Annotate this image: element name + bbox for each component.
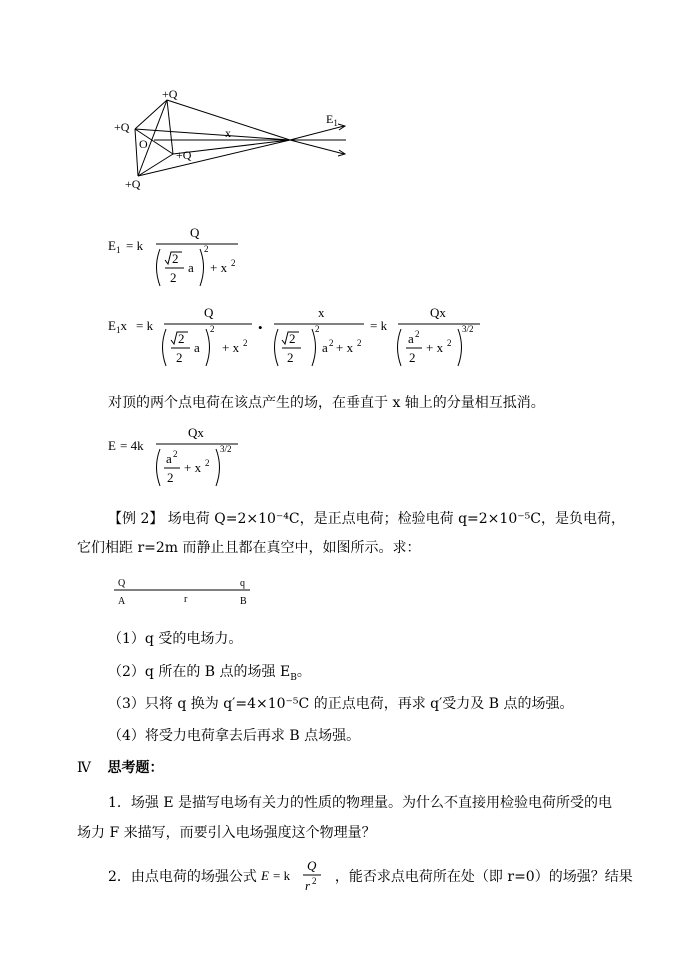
svg-text:a: a xyxy=(166,451,172,466)
field-arrow xyxy=(290,140,344,154)
figure-distance-diagram xyxy=(112,572,257,608)
svg-text:a: a xyxy=(322,340,328,355)
svg-text:= k: = k xyxy=(370,318,388,333)
svg-text:+ x: + x xyxy=(184,460,202,475)
think-1-line-2: 场力 F 来描写，而要引入电场强度这个物理量？ xyxy=(77,825,376,841)
label-r: r xyxy=(184,594,188,605)
svg-text:a: a xyxy=(408,331,414,346)
square-edge xyxy=(135,100,167,129)
formula-point-charge xyxy=(259,858,333,894)
label-axis-x: x xyxy=(225,126,231,140)
svg-text:= 4k: = 4k xyxy=(120,438,144,453)
label-Q: Q xyxy=(118,578,126,589)
svg-text:2: 2 xyxy=(176,350,183,365)
svg-text:2: 2 xyxy=(178,331,185,346)
example-2-line-2: 它们相距 r=2m 而静止且都在真空中，如图所示。求： xyxy=(77,540,421,556)
square-edge xyxy=(167,100,173,154)
example-2-line-1: 【例 2】 场电荷 Q=2×10⁻⁴C，是正点电荷；检验电荷 q=2×10⁻⁵C，是负电荷， xyxy=(108,511,625,527)
svg-text:+ x: + x xyxy=(222,340,240,355)
svg-text:+ x: + x xyxy=(210,260,228,275)
field-arrow xyxy=(290,126,344,140)
svg-text:Q: Q xyxy=(306,858,317,873)
label-q-top: +Q xyxy=(162,87,178,101)
section-heading xyxy=(77,757,163,777)
svg-text:Qx: Qx xyxy=(430,305,446,320)
svg-text:x: x xyxy=(318,305,325,320)
svg-text:2: 2 xyxy=(329,338,334,348)
svg-text:2: 2 xyxy=(231,258,236,268)
svg-text:•: • xyxy=(258,320,263,335)
formula-e1 xyxy=(108,222,258,292)
svg-text:= k: = k xyxy=(126,238,144,253)
formula-e1x xyxy=(108,302,488,372)
section-number: Ⅳ xyxy=(77,760,91,776)
think-1-line-1: 1．场强 E 是描写电场有关力的性质的物理量。为什么不直接用检验电荷所受的电 xyxy=(108,795,613,811)
svg-text:E: E xyxy=(260,868,269,883)
svg-text:2: 2 xyxy=(172,251,179,266)
square-edge xyxy=(138,154,173,176)
svg-text:2: 2 xyxy=(170,270,177,285)
svg-text:E1: $E_1$ xyxy=(108,238,121,255)
svg-text:2: 2 xyxy=(447,338,452,348)
svg-text:2: 2 xyxy=(409,350,416,365)
label-origin: O xyxy=(139,137,148,151)
explanation-text: 对顶的两个点电荷在该点产生的场，在垂直于 x 轴上的分量相互抵消。 xyxy=(108,395,545,411)
think-2: 2．由点电荷的场强公式 E = k Q r 2 ，能否求点电荷所在处（即 r=0）的场强？结果 xyxy=(108,858,633,893)
svg-text:2: 2 xyxy=(243,338,248,348)
svg-text:2: 2 xyxy=(173,449,178,459)
label-field: $E_1$ xyxy=(326,112,338,128)
svg-text:a: a xyxy=(194,340,200,355)
svg-text:= k: = k xyxy=(136,318,154,333)
svg-text:= k: = k xyxy=(272,868,291,883)
svg-text:2: 2 xyxy=(415,329,420,339)
label-A: A xyxy=(118,596,126,607)
svg-text:2: 2 xyxy=(205,458,210,468)
svg-text:Qx: Qx xyxy=(188,425,204,440)
label-q-left: +Q xyxy=(114,120,130,134)
label-q-right: +Q xyxy=(176,148,192,162)
svg-text:2: 2 xyxy=(311,876,317,886)
svg-text:Q: Q xyxy=(190,225,200,240)
svg-text:2: 2 xyxy=(287,350,294,365)
svg-text:2: 2 xyxy=(167,470,174,485)
svg-text:2: 2 xyxy=(357,338,362,348)
svg-text:2: 2 xyxy=(204,244,209,254)
question-1: （1）q 受的电场力。 xyxy=(108,631,243,647)
svg-text:r: r xyxy=(304,878,310,893)
svg-text:E1x: $E_1x$ xyxy=(108,318,127,335)
label-B: B xyxy=(240,596,247,607)
square-edge xyxy=(135,129,138,176)
svg-text:Q: Q xyxy=(204,305,214,320)
field-line xyxy=(135,129,290,140)
formula-e xyxy=(108,422,258,492)
question-3: （3）只将 q 换为 q′=4×10⁻⁵C 的正点电荷，再求 q′受力及 B 点的场强。 xyxy=(108,696,574,712)
svg-text:+ x: + x xyxy=(426,340,444,355)
label-q: q xyxy=(240,578,245,589)
svg-text:3/2: 3/2 xyxy=(462,324,474,334)
svg-text:3/2: 3/2 xyxy=(220,444,232,454)
question-2: （2）q 所在的 B 点的场强 $E_B$。 xyxy=(108,664,311,683)
section-title: 思考题： xyxy=(107,760,164,776)
svg-text:E: E xyxy=(108,438,116,453)
question-4: （4）将受力电荷拿去后再求 B 点场强。 xyxy=(108,728,361,744)
svg-text:2: 2 xyxy=(315,324,320,334)
label-q-bottom: +Q xyxy=(125,177,141,191)
svg-text:a: a xyxy=(188,260,194,275)
svg-text:2: 2 xyxy=(289,331,296,346)
svg-text:+ x: + x xyxy=(336,340,354,355)
figure-charges-diagram xyxy=(110,82,360,194)
svg-text:2: 2 xyxy=(210,324,215,334)
